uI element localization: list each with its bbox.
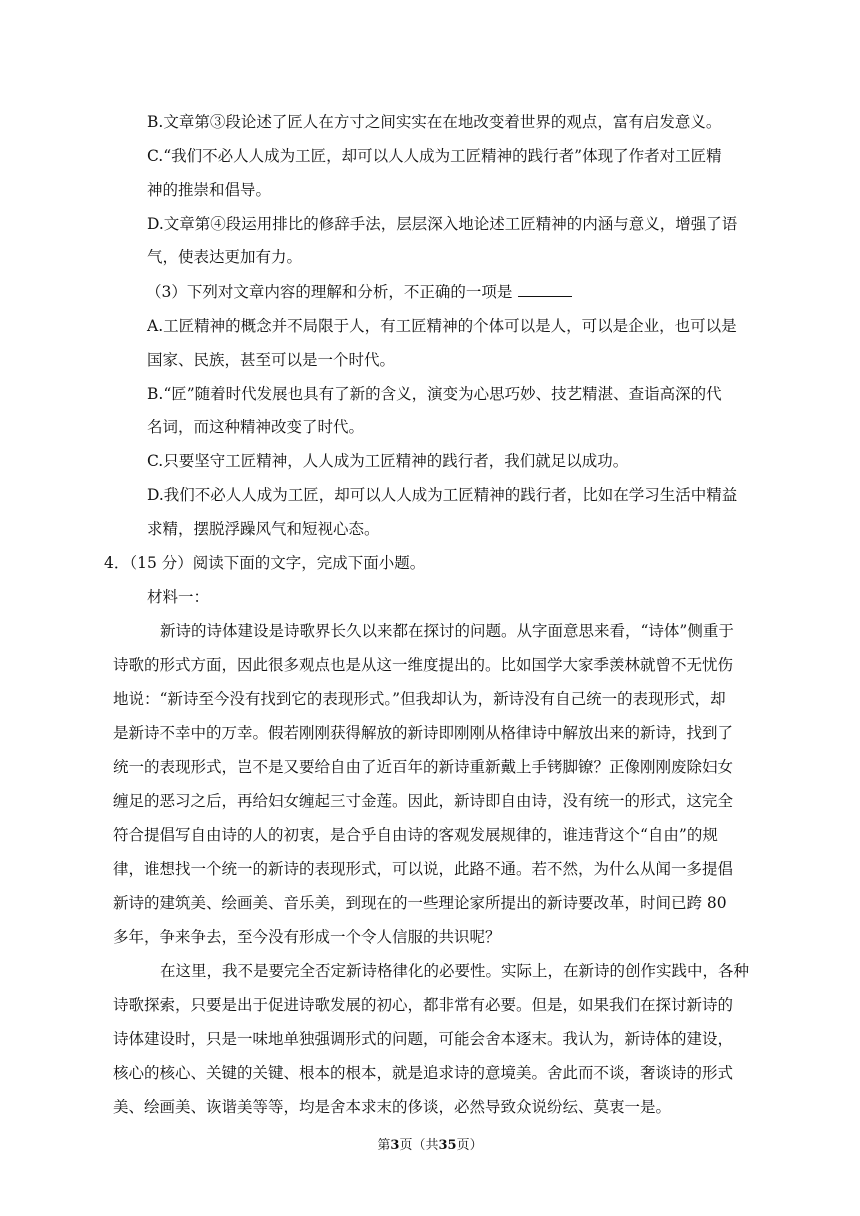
paragraph-1-line1: 新诗的诗体建设是诗歌界长久以来都在探讨的问题。从字面意思来看，“诗体”侧重于 bbox=[160, 622, 734, 640]
option-d-text-line1: D.文章第④段运用排比的修辞手法，层层深入地论述工匠精神的内涵与意义，增强了语 bbox=[147, 215, 738, 233]
paragraph-1-line9: 新诗的建筑美、绘画美、音乐美，到现在的一些理论家所提出的新诗要改革，时间已跨 80 bbox=[113, 894, 727, 912]
q3-option-c-line1: C.只要坚守工匠精神，人人成为工匠精神的践行者，我们就足以成功。 bbox=[147, 452, 629, 470]
paragraph-2-line2: 诗歌探索，只要是出于促进诗歌发展的初心，都非常有必要。但是，如果我们在探讨新诗的 bbox=[113, 996, 734, 1014]
option-d-text-line2: 气，使表达更加有力。 bbox=[147, 248, 303, 266]
footer-prefix: 第 bbox=[377, 1138, 391, 1153]
q3-option-d-line2: 求精，摆脱浮躁风气和短视心态。 bbox=[147, 520, 380, 538]
option-c-text-line2: 神的推崇和倡导。 bbox=[147, 181, 272, 199]
question-3-text: （3）下列对文章内容的理解和分析，不正确的一项是 bbox=[146, 283, 513, 301]
material-1-heading: 材料一： bbox=[147, 588, 210, 606]
paragraph-2-line4: 核心的核心、关键的关键、根本的根本，就是追求诗的意境美。舍此而不谈，奢谈诗的形式 bbox=[113, 1064, 734, 1082]
question-4: 4．（15 分）阅读下面的文字，完成下面小题。 bbox=[104, 554, 426, 572]
option-b-text: B.文章第③段论述了匠人在方寸之间实实在在地改变着世界的观点，富有启发意义。 bbox=[147, 113, 722, 131]
paragraph-1-line2: 诗歌的形式方面，因此很多观点也是从这一维度提出的。比如国学大家季羡林就曾不无忧伤 bbox=[113, 656, 734, 674]
footer-page-total: 35 bbox=[438, 1138, 457, 1153]
paragraph-2-line3: 诗体建设时，只是一味地单独强调形式的问题，可能会舍本逐末。我认为，新诗体的建设， bbox=[113, 1030, 734, 1048]
q3-option-b-line2: 名词，而这种精神改变了时代。 bbox=[147, 418, 365, 436]
question-3 bbox=[0, 281, 860, 303]
q3-option-a-line1: A.工匠精神的概念并不局限于人，有工匠精神的个体可以是人，可以是企业，也可以是 bbox=[147, 317, 737, 335]
paragraph-1-line4: 是新诗不幸中的万幸。假若刚刚获得解放的新诗即刚刚从格律诗中解放出来的新诗，找到了 bbox=[113, 724, 734, 742]
q3-option-b-line1: B.“匠”随着时代发展也具有了新的含义，演变为心思巧妙、技艺精湛、查诣高深的代 bbox=[147, 385, 722, 403]
paragraph-1-line3: 地说：“新诗至今没有找到它的表现形式。”但我却认为，新诗没有自己统一的表现形式，却 bbox=[113, 690, 726, 708]
footer-page-number: 3 bbox=[390, 1138, 400, 1153]
q3-option-a-line2: 国家、民族，甚至可以是一个时代。 bbox=[147, 351, 396, 369]
paragraph-1-line6: 缠足的恶习之后，再给妇女缠起三寸金莲。因此，新诗即自由诗，没有统一的形式，这完全 bbox=[113, 792, 734, 810]
paragraph-1-line5: 统一的表现形式，岂不是又要给自由了近百年的新诗重新戴上手铐脚镣？正像刚刚废除妇女 bbox=[113, 758, 734, 776]
q3-option-d-line1: D.我们不必人人成为工匠，却可以人人成为工匠精神的践行者，比如在学习生活中精益 bbox=[147, 486, 738, 504]
paragraph-1-line7: 符合提倡写自由诗的人的初衷，是合乎自由诗的客观发展规律的，谁违背这个“自由”的规 bbox=[113, 826, 718, 844]
page-footer bbox=[0, 1137, 860, 1155]
footer-middle: 页（共 bbox=[399, 1138, 439, 1153]
option-c-text-line1: C.“我们不必人人成为工匠，却可以人人成为工匠精神的践行者”体现了作者对工匠精 bbox=[147, 147, 722, 165]
paragraph-2-line5: 美、绘画美、诙谐美等等，均是舍本求末的侈谈，必然导致众说纷纭、莫衷一是。 bbox=[113, 1098, 672, 1116]
paragraph-2-line1: 在这里，我不是要完全否定新诗格律化的必要性。实际上，在新诗的创作实践中，各种 bbox=[160, 962, 750, 980]
paragraph-1-line8: 律，谁想找一个统一的新诗的表现形式，可以说，此路不通。若不然，为什么从闻一多提倡 bbox=[113, 860, 734, 878]
answer-blank[interactable] bbox=[518, 281, 572, 297]
paragraph-1-line10: 多年，争来争去，至今没有形成一个令人信服的共识呢？ bbox=[113, 928, 501, 946]
footer-suffix: 页） bbox=[456, 1138, 483, 1153]
